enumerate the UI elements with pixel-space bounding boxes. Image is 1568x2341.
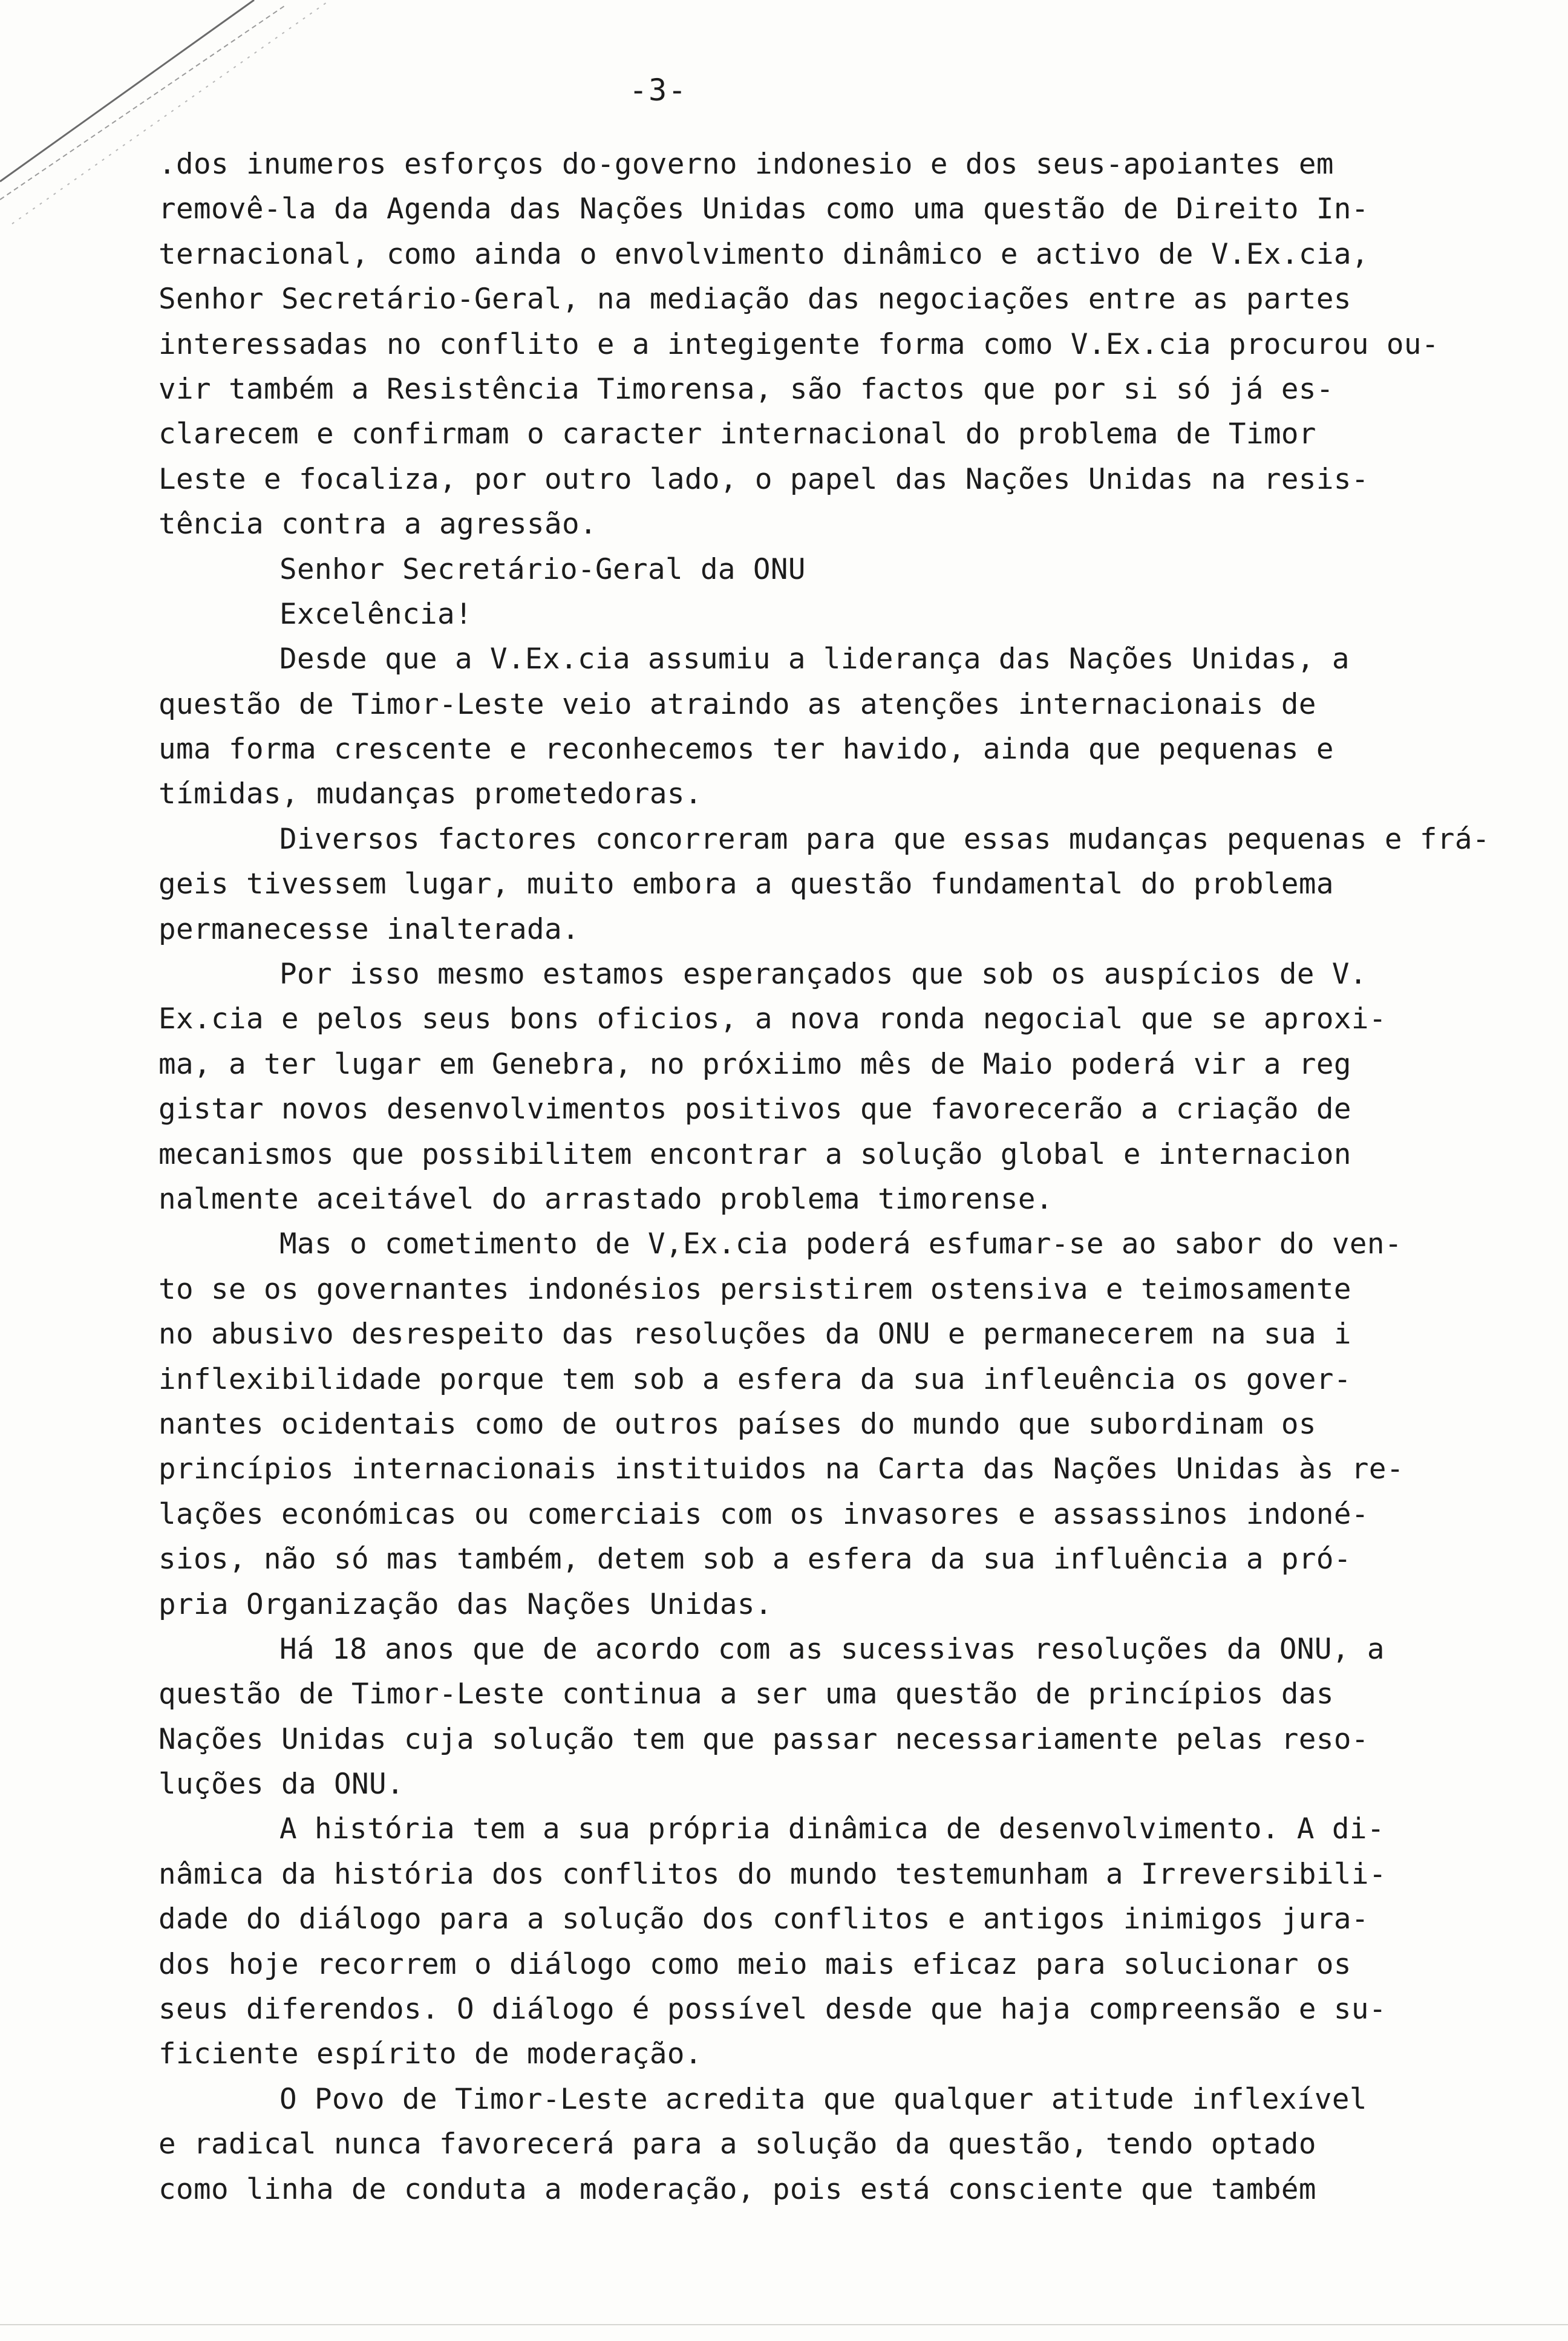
- text-line: tímidas, mudanças prometedoras.: [158, 777, 702, 811]
- text-line: como linha de conduta a moderação, pois está consciente que também: [158, 2172, 1316, 2206]
- paragraph-start-line: A história tem a sua própria dinâmica de desenvolvimento. A di-: [279, 1812, 1385, 1846]
- text-line: geis tivessem lugar, muito embora a questão fundamental do problema: [158, 867, 1334, 901]
- text-line: vir também a Resistência Timorensa, são factos que por si só já es-: [158, 372, 1334, 406]
- text-line: Ex.cia e pelos seus bons oficios, a nova ronda negocial que se aproxi-: [158, 1002, 1387, 1036]
- text-line: mecanismos que possibilitem encontrar a solução global e internacion: [158, 1137, 1351, 1171]
- paragraph-start-line: Por isso mesmo estamos esperançados que sob os auspícios de V.: [279, 958, 1367, 991]
- text-line: sios, não só mas também, detem sob a esfera da sua influência a pró-: [158, 1543, 1351, 1576]
- text-line: removê-la da Agenda das Nações Unidas como uma questão de Direito In-: [158, 192, 1369, 226]
- text-line: pria Organização das Nações Unidas.: [158, 1587, 773, 1621]
- text-line: tência contra a agressão.: [158, 508, 597, 541]
- text-line: ternacional, como ainda o envolvimento dinâmico e activo de V.Ex.cia,: [158, 237, 1369, 271]
- text-line: Senhor Secretário-Geral, na mediação das negociações entre as partes: [158, 282, 1351, 316]
- salutation-line: Excelência!: [279, 597, 472, 631]
- text-line: princípios internacionais instituidos na Carta das Nações Unidas às re-: [158, 1452, 1404, 1486]
- text-line: no abusivo desrespeito das resoluções da ONU e permanecerem na sua i: [158, 1317, 1351, 1351]
- paragraph-start-line: Mas o cometimento de V,Ex.cia poderá esfumar-se ao sabor do ven-: [279, 1227, 1402, 1261]
- text-line: gistar novos desenvolvimentos positivos que favorecerão a criação de: [158, 1092, 1351, 1126]
- page-bottom-edge: [0, 2324, 1568, 2325]
- paragraph-start-line: Diversos factores concorreram para que essas mudanças pequenas e frá-: [279, 822, 1490, 856]
- salutation-line: Senhor Secretário-Geral da ONU: [279, 552, 806, 586]
- text-line: e radical nunca favorecerá para a solução da questão, tendo optado: [158, 2127, 1316, 2161]
- text-line: nâmica da história dos conflitos do mundo testemunham a Irreversibili-: [158, 1857, 1387, 1891]
- text-line: nantes ocidentais como de outros países do mundo que subordinam os: [158, 1407, 1316, 1441]
- text-line: seus diferendos. O diálogo é possível desde que haja compreensão e su-: [158, 1993, 1387, 2026]
- text-line: nalmente aceitável do arrastado problema timorense.: [158, 1182, 1053, 1216]
- text-line: questão de Timor-Leste continua a ser uma questão de princípios das: [158, 1677, 1334, 1711]
- text-line: ficiente espírito de moderação.: [158, 2037, 702, 2071]
- text-line: interessadas no conflito e a integigente forma como V.Ex.cia procurou ou-: [158, 327, 1439, 361]
- typed-letter-body: [158, 142, 1490, 2212]
- text-line: dos hoje recorrem o diálogo como meio mais eficaz para solucionar os: [158, 1947, 1351, 1981]
- text-line: questão de Timor-Leste veio atraindo as atenções internacionais de: [158, 687, 1316, 721]
- text-line: ma, a ter lugar em Genebra, no próxiimo mês de Maio poderá vir a reg: [158, 1047, 1351, 1081]
- text-line: permanecesse inalterada.: [158, 912, 580, 946]
- page-number: -3-: [629, 73, 688, 108]
- text-line: luções da ONU.: [158, 1768, 404, 1801]
- text-line: uma forma crescente e reconhecemos ter havido, ainda que pequenas e: [158, 733, 1334, 766]
- text-line: Nações Unidas cuja solução tem que passar necessariamente pelas reso-: [158, 1722, 1369, 1756]
- paragraph-start-line: O Povo de Timor-Leste acredita que qualquer atitude inflexível: [279, 2082, 1367, 2116]
- text-line: clarecem e confirmam o caracter internacional do problema de Timor: [158, 417, 1316, 451]
- text-line: lações económicas ou comerciais com os invasores e assassinos indoné-: [158, 1497, 1369, 1531]
- text-line: dade do diálogo para a solução dos conflitos e antigos inimigos jura-: [158, 1902, 1369, 1936]
- text-line: Leste e focaliza, por outro lado, o papel das Nações Unidas na resis-: [158, 462, 1369, 496]
- text-line: inflexibilidade porque tem sob a esfera da sua infleuência os gover-: [158, 1362, 1351, 1396]
- text-line: .dos inumeros esforços do-governo indonesio e dos seus-apoiantes em: [158, 148, 1334, 181]
- paragraph-start-line: Há 18 anos que de acordo com as sucessivas resoluções da ONU, a: [279, 1632, 1385, 1666]
- paragraph-start-line: Desde que a V.Ex.cia assumiu a liderança das Nações Unidas, a: [279, 642, 1350, 676]
- text-line: to se os governantes indonésios persistirem ostensiva e teimosamente: [158, 1272, 1351, 1306]
